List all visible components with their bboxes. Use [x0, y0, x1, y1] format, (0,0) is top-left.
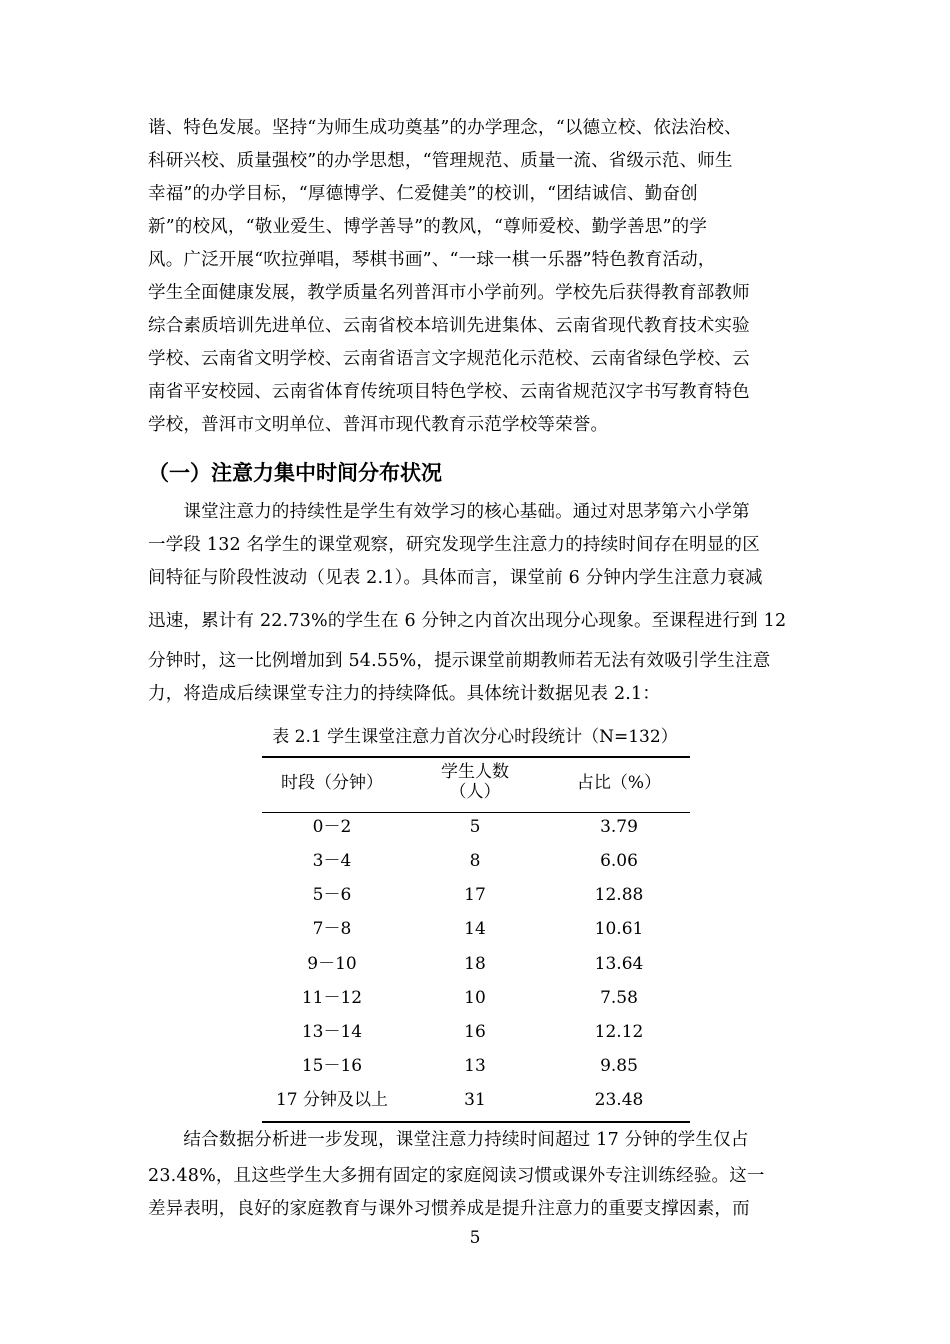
- table-cell: 11－12: [301, 988, 363, 1008]
- table-cell: 23.48: [594, 1090, 644, 1110]
- table-cell: 3.79: [600, 817, 638, 837]
- table-cell: 16: [464, 1022, 486, 1042]
- text-line: 幸福”的办学目标，“厚德博学、仁爱健美”的校训，“团结诚信、勤奋创: [148, 184, 698, 204]
- table-cell: 5: [469, 817, 481, 837]
- text-line: 结合数据分析进一步发现，课堂注意力持续时间超过 17 分钟的学生仅占: [148, 1130, 749, 1150]
- text-line: 风。广泛开展“吹拉弹唱，琴棋书画”、“一球一棋一乐器”特色教育活动，: [148, 250, 716, 270]
- text-line: 力，将造成后续课堂专注力的持续降低。具体统计数据见表 2.1：: [148, 684, 661, 704]
- table-cell: 18: [464, 954, 486, 974]
- table-cell: 13－14: [301, 1022, 363, 1042]
- text-line: 迅速，累计有 22.73%的学生在 6 分钟之内首次出现分心现象。至课程进行到 12: [148, 611, 787, 631]
- text-line: 学生全面健康发展，教学质量名列普洱市小学前列。学校先后获得教育部教师: [148, 283, 750, 303]
- table-cell: 8: [469, 851, 481, 871]
- text-line: 学校，普洱市文明单位、普洱市现代教育示范学校等荣誉。: [148, 415, 609, 435]
- text-line: 一学段 132 名学生的课堂观察，研究发现学生注意力的持续时间存在明显的区: [148, 535, 760, 555]
- table-cell: 9－10: [307, 954, 357, 974]
- table-bottom-rule: [262, 1121, 690, 1123]
- text-line: 学校、云南省文明学校、云南省语言文字规范化示范校、云南省绿色学校、云: [148, 349, 750, 369]
- table-header-rule: [262, 812, 690, 813]
- text-line: 南省平安校园、云南省体育传统项目特色学校、云南省规范汉字书写教育特色: [148, 382, 750, 402]
- table-cell: 13: [464, 1056, 486, 1076]
- table-cell: 17 分钟及以上: [275, 1090, 389, 1110]
- table-cell: 15－16: [301, 1056, 363, 1076]
- text-line: 间特征与阶段性波动（见表 2.1）。具体而言，课堂前 6 分钟内学生注意力衰减: [148, 568, 763, 588]
- table-cell: 13.64: [594, 954, 644, 974]
- table-top-rule: [262, 756, 690, 758]
- text-line: 课堂注意力的持续性是学生有效学习的核心基础。通过对思茅第六小学第: [148, 502, 750, 522]
- table-header-count: 学生人数: [441, 762, 509, 782]
- text-line: 差异表明，良好的家庭教育与课外习惯养成是提升注意力的重要支撑因素，而: [148, 1199, 750, 1219]
- table-cell: 14: [464, 919, 486, 939]
- table-cell: 5－6: [312, 885, 352, 905]
- table-cell: 17: [464, 885, 486, 905]
- text-line: 科研兴校、质量强校”的办学思想，“管理规范、质量一流、省级示范、师生: [148, 151, 733, 171]
- table-cell: 12.88: [594, 885, 644, 905]
- text-line: 分钟时，这一比例增加到 54.55%，提示课堂前期教师若无法有效吸引学生注意: [148, 651, 771, 671]
- table-header-period: 时段（分钟）: [281, 773, 383, 793]
- table-cell: 10.61: [594, 919, 644, 939]
- table-cell: 0－2: [312, 817, 352, 837]
- table-cell: 9.85: [600, 1056, 638, 1076]
- section-heading: （一）注意力集中时间分布状况: [148, 461, 442, 485]
- table-cell: 10: [464, 988, 486, 1008]
- table-cell: 7.58: [600, 988, 638, 1008]
- table-cell: 31: [464, 1090, 486, 1110]
- text-line: 23.48%，且这些学生大多拥有固定的家庭阅读习惯或课外专注训练经验。这一: [148, 1166, 765, 1186]
- table-cell: 3－4: [312, 851, 352, 871]
- table-caption: 表 2.1 学生课堂注意力首次分心时段统计（N=132）: [272, 727, 678, 747]
- table-header-percent: 占比（%）: [576, 773, 662, 793]
- table-cell: 7－8: [312, 919, 352, 939]
- page-number: 5: [469, 1228, 481, 1248]
- text-line: 综合素质培训先进单位、云南省校本培训先进集体、云南省现代教育技术实验: [148, 316, 750, 336]
- text-line: 谐、特色发展。坚持“为师生成功奠基”的办学理念，“以德立校、依法治校、: [148, 118, 742, 138]
- table-cell: 12.12: [594, 1022, 644, 1042]
- text-line: 新”的校风，“敬业爱生、博学善导”的教风，“尊师爱校、勤学善思”的学: [148, 217, 708, 237]
- table-cell: 6.06: [600, 851, 638, 871]
- table-header-count-unit: （人）: [449, 782, 501, 802]
